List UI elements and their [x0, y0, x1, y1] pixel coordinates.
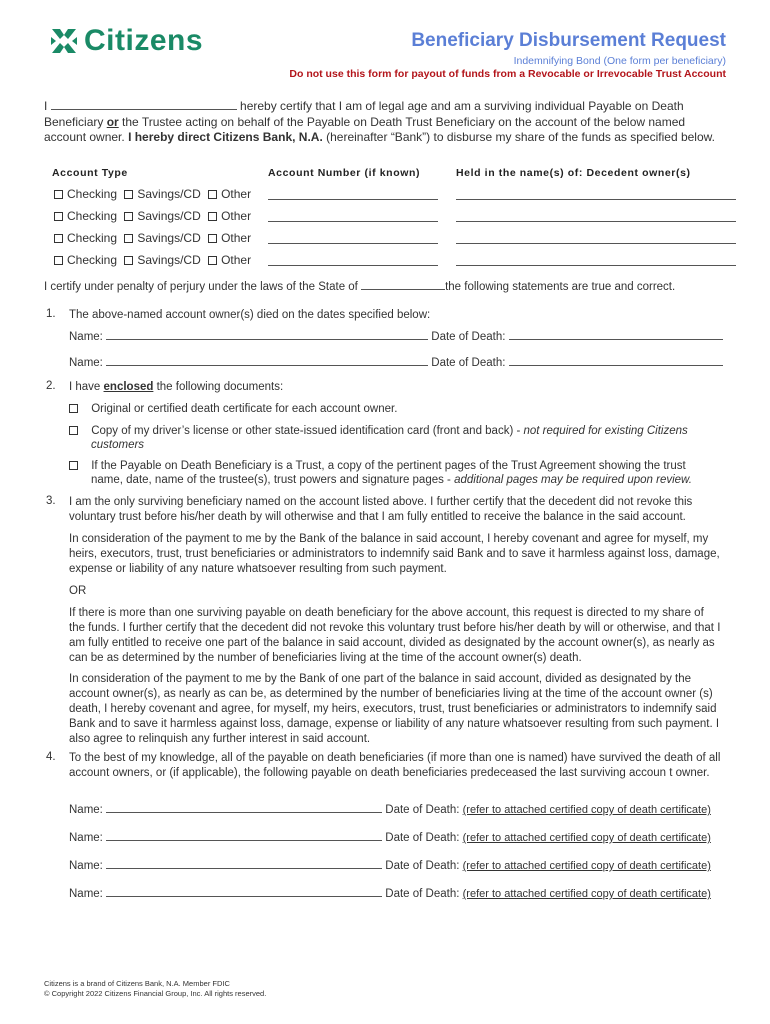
section-3-p4: In consideration of the payment to me by the Bank of one part of the balance in said account, divided as designated by the account owner(s), as nearly as can be, as determined by the number of beneficiaries living at the time of the account owner (s) death, I hereby covenant and agree, for myself, my heirs, executors, trust, trust beneficiaries or administrators to indemnify said Bank and to save it harmless against loss, damage, expense or liability of any nature whatsoever resulting from such payment. I also agree to relinquish any further interest in said account.: [69, 673, 720, 745]
account-type-row: Checking Savings/CD Other: [54, 187, 251, 201]
account-type-row: Checking Savings/CD Other: [54, 209, 251, 223]
section-3-or: OR: [69, 585, 87, 597]
predeceased-name-field[interactable]: [106, 802, 382, 813]
decedent-owner-field[interactable]: [456, 211, 736, 222]
certify-statement: I certify under penalty of perjury under the laws of the State of the following statements are true and correct.: [44, 281, 676, 293]
account-type-row: Checking Savings/CD Other: [54, 231, 251, 245]
citizens-logo-icon: [50, 27, 78, 55]
other-checkbox[interactable]: [208, 256, 217, 265]
intro-bold: I hereby direct Citizens Bank, N.A.: [128, 130, 323, 144]
account-number-field[interactable]: [268, 233, 438, 244]
beneficiary-name-field[interactable]: [51, 99, 237, 110]
trust-agreement-checkbox[interactable]: [69, 461, 78, 470]
other-checkbox[interactable]: [208, 234, 217, 243]
predeceased-row: Name: Date of Death: (refer to attached certified copy of death certificate): [69, 888, 711, 900]
section-3-p1: I am the only surviving beneficiary named on the account listed above. I further certify that the decedent did not revoke this voluntary trust before his/her death by will otherwise and that I am fully entitled to receive the balance in the said account.: [69, 496, 693, 523]
section-4-text: To the best of my knowledge, all of the payable on death beneficiaries (if more than one is named) have survived the death of all account owners, or (if applicable), the following payable on death beneficiaries predeceased the last surviving accoun t owner.: [69, 752, 721, 779]
document-item-2-cont: customers: [91, 439, 145, 451]
decedent-owner-field[interactable]: [456, 233, 736, 244]
decedent-dod-field[interactable]: [509, 355, 723, 366]
document-item-2: Copy of my driver’s license or other state-issued identification card (front and back) - not required for existing Citizens: [69, 424, 688, 439]
document-item-3-cont: name, date, name of the trustee(s), trust powers and signature pages - additional pages may be required upon review.: [91, 474, 692, 486]
footer-copyright: © Copyright 2022 Citizens Financial Group, Inc. All rights reserved.: [44, 989, 267, 998]
document-item-1: Original or certified death certificate for each account owner.: [69, 402, 397, 417]
checking-checkbox[interactable]: [54, 234, 63, 243]
predeceased-row: Name: Date of Death: (refer to attached certified copy of death certificate): [69, 832, 711, 844]
state-field[interactable]: [361, 279, 445, 290]
checking-checkbox[interactable]: [54, 256, 63, 265]
savings-checkbox[interactable]: [124, 256, 133, 265]
decedent-owner-field[interactable]: [456, 255, 736, 266]
savings-checkbox[interactable]: [124, 234, 133, 243]
intro-text-1: hereby certify that I am of legal age and am a surviving individual Payable on Death Beneficiary: [44, 99, 684, 129]
other-checkbox[interactable]: [208, 212, 217, 221]
intro-i: I: [44, 99, 48, 113]
id-copy-checkbox[interactable]: [69, 426, 78, 435]
section-4-number: 4.: [46, 751, 56, 763]
death-certificate-checkbox[interactable]: [69, 404, 78, 413]
decedent-name-field[interactable]: [106, 355, 428, 366]
col-held-in-name: Held in the name(s) of: Decedent owner(s): [456, 167, 691, 179]
section-1-number: 1.: [46, 308, 56, 320]
account-type-row: Checking Savings/CD Other: [54, 253, 251, 267]
section-2-text: I have enclosed the following documents:: [69, 381, 284, 393]
predeceased-name-field[interactable]: [106, 886, 382, 897]
account-number-field[interactable]: [268, 211, 438, 222]
predeceased-name-field[interactable]: [106, 858, 382, 869]
savings-checkbox[interactable]: [124, 190, 133, 199]
decedent-name-row: Name: Date of Death:: [69, 355, 723, 371]
checking-checkbox[interactable]: [54, 212, 63, 221]
decedent-owner-field[interactable]: [456, 189, 736, 200]
form-subtitle: Indemnifying Bond (One form per beneficiary): [513, 55, 726, 67]
section-3-p2: In consideration of the payment to me by the Bank of the balance in said account, I hereby covenant and agree for myself, my heirs, executors, trust, trust beneficiaries or administrators to indemnify said Bank and to save it harmless against loss, damage, expense or liability of any nature whatsoever resulting from such payment.: [69, 533, 720, 575]
document-item-3: If the Payable on Death Beneficiary is a Trust, a copy of the pertinent pages of the Trust Agreement showing the trust: [69, 459, 686, 474]
footer-brand-line: Citizens is a brand of Citizens Bank, N.A. Member FDIC: [44, 979, 230, 988]
savings-checkbox[interactable]: [124, 212, 133, 221]
decedent-dod-field[interactable]: [509, 329, 723, 340]
checking-checkbox[interactable]: [54, 190, 63, 199]
predeceased-row: Name: Date of Death: (refer to attached certified copy of death certificate): [69, 860, 711, 872]
predeceased-row: Name: Date of Death: (refer to attached certified copy of death certificate): [69, 804, 711, 816]
col-account-number: Account Number (if known): [268, 167, 421, 179]
section-3-number: 3.: [46, 495, 56, 507]
decedent-name-field[interactable]: [106, 329, 428, 340]
section-1-text: The above-named account owner(s) died on the dates specified below:: [69, 309, 431, 321]
predeceased-name-field[interactable]: [106, 830, 382, 841]
form-warning: Do not use this form for payout of funds from a Revocable or Irrevocable Trust Account: [289, 68, 726, 80]
col-account-type: Account Type: [52, 167, 128, 179]
other-checkbox[interactable]: [208, 190, 217, 199]
intro-text-3: (hereinafter “Bank”) to disburse my share of the funds as specified below.: [322, 130, 715, 144]
citizens-logo: [50, 24, 203, 58]
intro-paragraph: [44, 99, 728, 146]
brand-name: Citizens: [84, 24, 204, 57]
decedent-name-row: Name: Date of Death:: [69, 329, 723, 345]
intro-text-2: the Trustee acting on behalf of the Payable on Death Trust Beneficiary on the account of the below named account owner.: [44, 114, 686, 144]
form-title: Beneficiary Disbursement Request: [411, 30, 726, 51]
account-number-field[interactable]: [268, 255, 438, 266]
section-3-p3: If there is more than one surviving payable on death beneficiary for the above account, this request is directed to my share of the funds. I further certify that the decedent did not revoke this voluntary trust before his/her death by will or otherwise, and that I am fully entitled to receive one part of the balance in said account, divided as designated by the account owner(s), as nearly as can be as determined by the number of beneficiaries living at the time of the account owner(s) death.: [69, 607, 721, 664]
intro-or: or: [106, 114, 119, 129]
account-number-field[interactable]: [268, 189, 438, 200]
section-2-number: 2.: [46, 380, 56, 392]
